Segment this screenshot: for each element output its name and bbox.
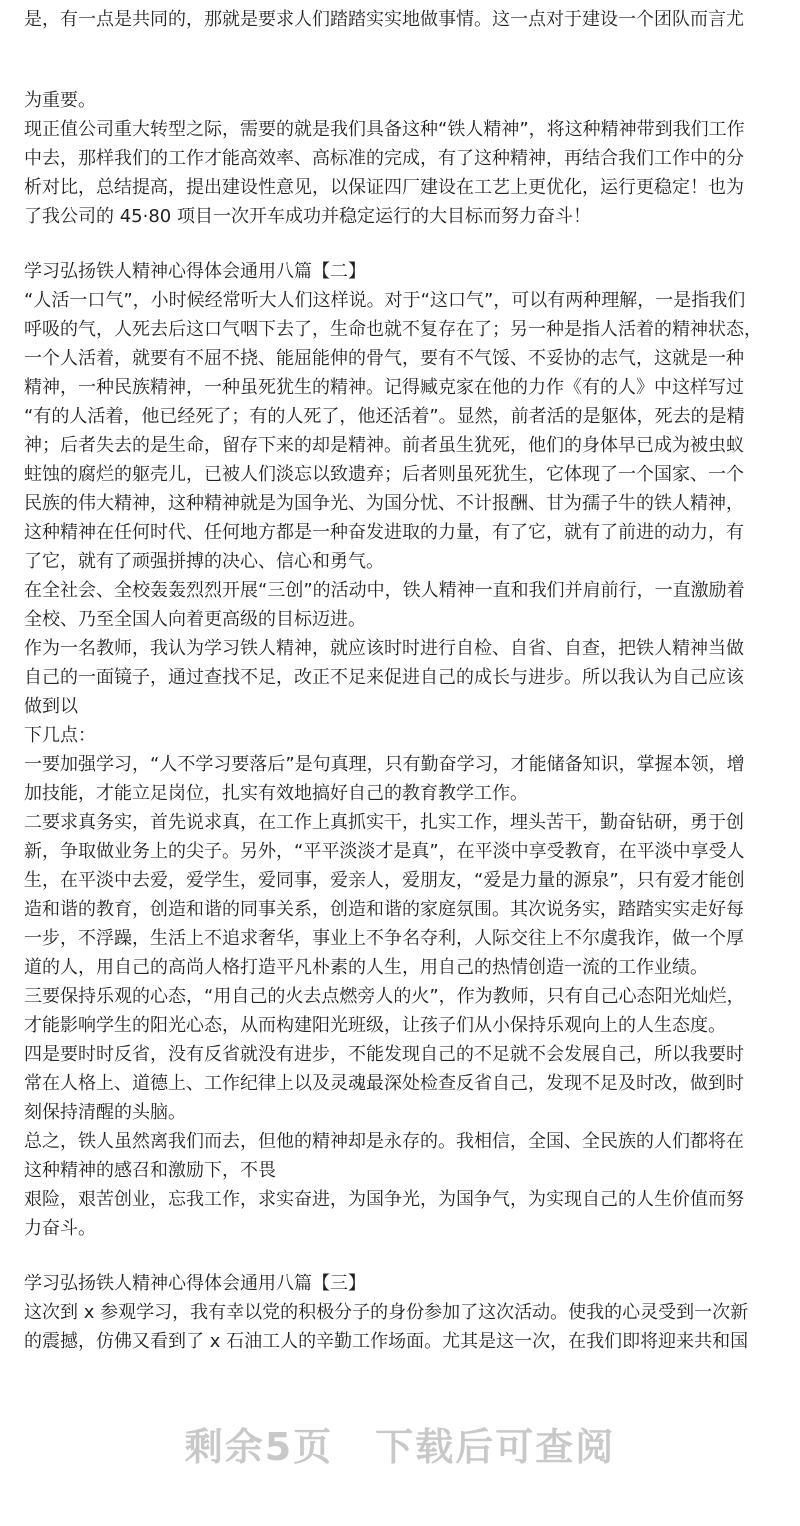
text-line: 这次到 x 参观学习，我有幸以党的积极分子的身份参加了这次活动。使我的心灵受到一次新 [24,1302,749,1323]
text-line: 析对比，总结提高，提出建设性意见，以保证四厂建设在工艺上更优化，运行更稳定！也为 [24,177,744,198]
text-line: 民族的伟大精神，这种精神就是为国争光、为国分忧、不计报酬、甘为孺子牛的铁人精神， [24,493,744,514]
text-line: 了它，就有了顽强拼搏的决心、信心和勇气。 [24,551,384,572]
text-line: 在全社会、全校轰轰烈烈开展“三创”的活动中，铁人精神一直和我们并肩前行，一直激励着 [24,580,745,601]
text-line: 蛀蚀的腐烂的躯壳儿，已被人们淡忘以致遗弃；后者则虽死犹生，它体现了一个国家、一个 [24,464,744,485]
text-line: 艰险，艰苦创业，忘我工作，求实奋进，为国争光，为国争气，为实现自己的人生价值而努 [24,1189,744,1210]
text-line: “人活一口气”，小时候经常听大人们这样说。对于“这口气”，可以有两种理解，一是指我们 [24,290,746,311]
text-line: 道的人，用自己的高尚人格打造平凡朴素的人生，用自己的热情创造一流的工作业绩。 [24,957,708,978]
text-line: 一步，不浮躁，生活上不追求奢华，事业上不争名夺利，人际交往上不尔虞我诈，做一个厚 [24,928,744,949]
text-line: 做到以 [24,696,78,717]
text-line: 神；后者失去的是生命，留存下来的却是精神。前者虽生犹死，他们的身体早已成为被虫蚁 [24,435,744,456]
text-line: 一要加强学习，“人不学习要落后”是句真理，只有勤奋学习，才能储备知识，掌握本领，增 [24,754,745,775]
text-line: 中去，那样我们的工作才能高效率、高标准的完成，有了这种精神，再结合我们工作中的分 [24,148,744,169]
section-heading: 学习弘扬铁人精神心得体会通用八篇【二】 [24,261,366,282]
text-line: 了我公司的 45·80 项目一次开车成功并稳定运行的大目标而努力奋斗！ [24,206,591,227]
text-line: 加技能，才能立足岗位，扎实有效地搞好自己的教育教学工作。 [24,783,528,804]
text-line: 精神，一种民族精神，一种虽死犹生的精神。记得臧克家在他的力作《有的人》中这样写过 [24,377,744,398]
text-line: 四是要时时反省，没有反省就没有进步，不能发现自己的不足就不会发展自己，所以我要时 [24,1044,744,1065]
text-line: 呼吸的气，人死去后这口气咽下去了，生命也就不复存在了；另一种是指人活着的精神状态， [24,319,762,340]
section-heading: 学习弘扬铁人精神心得体会通用八篇【三】 [24,1273,366,1294]
text-line: 的震撼，仿佛又看到了 x 石油工人的辛勤工作场面。尤其是这一次，在我们即将迎来共和国 [24,1331,749,1352]
text-line: 生，在平淡中去爱，爱学生，爱同事，爱亲人，爱朋友，“爱是力量的源泉”，只有爱才能创 [24,870,745,891]
text-line: 才能影响学生的阳光心态，从而构建阳光班级，让孩子们从小保持乐观向上的人生态度。 [24,1015,726,1036]
text-line: 全校、乃至全国人向着更高级的目标迈进。 [24,609,366,630]
text-line: 三要保持乐观的心态，“用自己的火去点燃旁人的火”，作为教师，只有自己心态阳光灿烂， [24,986,745,1007]
download-prompt-label[interactable]: 下载后可查阅 [375,1425,616,1469]
text-line: 造和谐的教育，创造和谐的同事关系，创造和谐的家庭氛围。其次说务实，踏踏实实走好每 [24,899,744,920]
text-line: 这种精神在任何时代、任何地方都是一种奋发进取的力量，有了它，就有了前进的动力，有 [24,522,744,543]
text-line: 刻保持清醒的头脑。 [24,1102,186,1123]
text-line: “有的人活着，他已经死了；有的人死了，他还活着”。显然，前者活的是躯体，死去的是精 [24,406,745,427]
text-line: 为重要。 [24,90,96,111]
text-line: 常在人格上、道德上、工作纪律上以及灵魂最深处检查反省自己，发现不足及时改，做到时 [24,1073,744,1094]
text-line: 现正值公司重大转型之际，需要的就是我们具备这种“铁人精神”，将这种精神带到我们工作 [24,119,745,140]
text-line: 力奋斗。 [24,1218,96,1239]
remaining-pages-label: 剩余5页 [184,1425,334,1469]
text-line: 作为一名教师，我认为学习铁人精神，就应该时时进行自检、自省、自查，把铁人精神当做 [24,638,744,659]
text-line: 新，争取做业务上的尖子。另外，“平平淡淡才是真”，在平淡中享受教育，在平淡中享受人 [24,841,745,862]
download-banner[interactable] [0,1416,800,1471]
text-line: 总之，铁人虽然离我们而去，但他的精神却是永存的。我相信，全国、全民族的人们都将在 [24,1131,744,1152]
text-line: 是，有一点是共同的，那就是要求人们踏踏实实地做事情。这一点对于建设一个团队而言尤 [24,9,744,30]
text-line: 下几点： [24,725,96,746]
text-line: 一个人活着，就要有不屈不挠、能屈能伸的骨气，要有不气馁、不妥协的志气，这就是一种 [24,348,744,369]
text-line: 自己的一面镜子，通过查找不足，改正不足来促进自己的成长与进步。所以我认为自己应该 [24,667,744,688]
text-line: 二要求真务实，首先说求真，在工作上真抓实干，扎实工作，埋头苦干，勤奋钻研，勇于创 [24,812,744,833]
text-line: 这种精神的感召和激励下，不畏 [24,1160,276,1181]
